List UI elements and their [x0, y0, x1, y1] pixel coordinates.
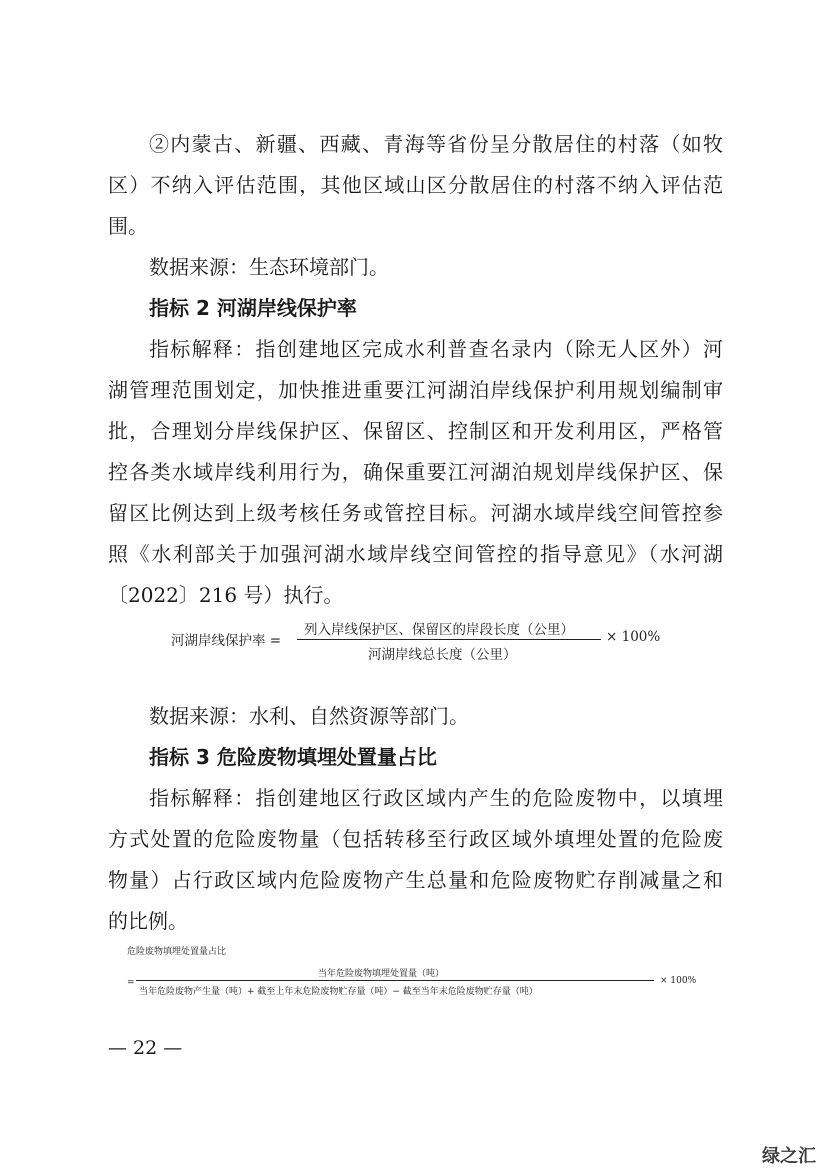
- note-line-3: 围。: [108, 214, 148, 238]
- note-line-2: 区）不纳入评估范围，其他区域山区分散居住的村落不纳入评估范: [108, 173, 723, 197]
- formula-2-fraction-bar: [136, 980, 654, 981]
- indicator-2-line-4: 控各类水域岸线利用行为，确保重要江河湖泊规划岸线保护区、保: [108, 460, 723, 484]
- indicator-3-line-2: 方式处置的危险废物量（包括转移至行政区域外填埋处置的危险废: [108, 827, 723, 851]
- formula-1-multiplier: × 100%: [606, 629, 661, 645]
- indicator-3-line-3: 物量）占行政区域内危险废物产生总量和危险废物贮存削减量之和: [108, 868, 723, 892]
- watermark-logo: 绿之汇: [762, 1146, 816, 1167]
- indicator-3-heading: 指标 3 危险废物填埋处置量占比: [149, 745, 437, 769]
- indicator-2-line-5: 留区比例达到上级考核任务或管控目标。河湖水域岸线空间管控参: [108, 501, 723, 525]
- formula-1-fraction-bar: [297, 639, 601, 640]
- formula-1-denominator: 河湖岸线总长度（公里）: [368, 647, 517, 663]
- formula-2-denominator: 当年危险废物产生量（吨）+ 截至上年末危险废物贮存量（吨）− 截至当年末危险废物贮存量（吨）: [139, 987, 538, 997]
- formula-2-numerator: 当年危险废物填埋处置量（吨）: [318, 969, 445, 979]
- indicator-2-heading: 指标 2 河湖岸线保护率: [149, 296, 357, 320]
- page-number: — 22 —: [108, 1037, 183, 1059]
- formula-1-numerator: 列入岸线保护区、保留区的岸段长度（公里）: [304, 622, 574, 638]
- indicator-2-line-7: 〔2022〕216 号）执行。: [108, 583, 344, 607]
- formula-2-title: 危险废物填埋处置量占比: [127, 947, 227, 957]
- note-line-1: ②内蒙古、新疆、西藏、青海等省份呈分散居住的村落（如牧: [149, 132, 723, 156]
- source-line-1: 数据来源：生态环境部门。: [149, 255, 389, 279]
- indicator-2-line-6: 照《水利部关于加强河湖水域岸线空间管控的指导意见》（水河湖: [108, 542, 723, 566]
- indicator-2-line-1: 指标解释：指创建地区完成水利普查名录内（除无人区外）河: [149, 337, 723, 361]
- formula-1-lhs: 河湖岸线保护率 =: [171, 633, 282, 649]
- indicator-2-line-3: 批，合理划分岸线保护区、保留区、控制区和开发利用区，严格管: [108, 419, 723, 443]
- indicator-3-line-4: 的比例。: [108, 909, 188, 933]
- formula-2-multiplier: × 100%: [660, 976, 697, 986]
- indicator-2-line-2: 湖管理范围划定，加快推进重要江河湖泊岸线保护利用规划编制审: [108, 378, 723, 402]
- indicator-2-source: 数据来源：水利、自然资源等部门。: [149, 704, 469, 728]
- formula-2-equals: =: [127, 978, 135, 988]
- indicator-3-line-1: 指标解释：指创建地区行政区域内产生的危险废物中，以填埋: [149, 786, 723, 810]
